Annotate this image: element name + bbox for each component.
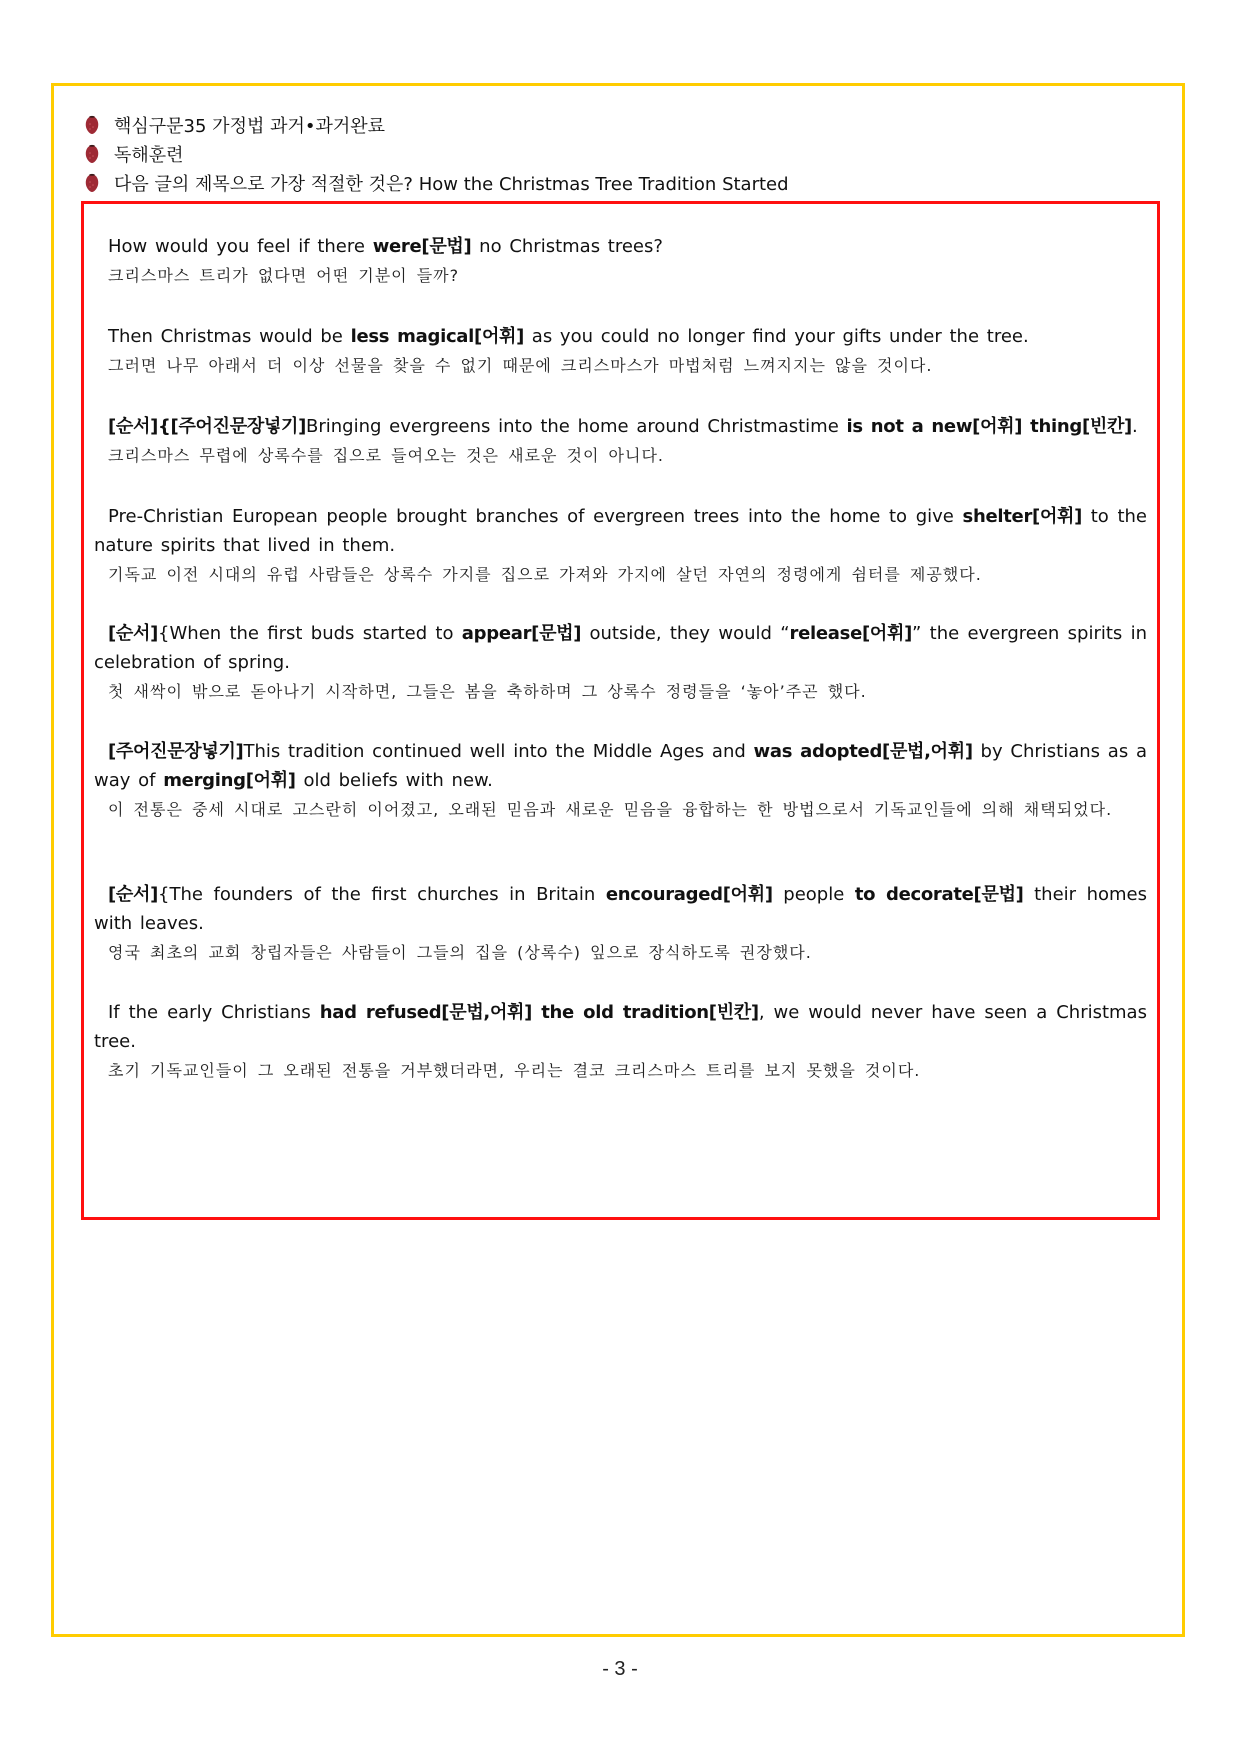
key-phrase: [순서] bbox=[108, 623, 159, 644]
header-text: 독해훈련 bbox=[114, 144, 184, 166]
sentence-text: their homes with leaves. bbox=[94, 884, 1148, 934]
key-phrase: was adopted[문법,어휘] bbox=[753, 741, 973, 762]
sentence-4 bbox=[94, 502, 1147, 590]
korean-translation: 그러면 나무 아래서 더 이상 선물을 찾을 수 없기 때문에 크리스마스가 마법처럼 느껴지지는 않을 것이다. bbox=[108, 356, 933, 375]
korean-translation: 크리스마스 트리가 없다면 어떤 기분이 들까? bbox=[108, 266, 460, 285]
sentence-5 bbox=[94, 619, 1147, 707]
sentence-text: ” the evergreen spirits in celebration of spring. bbox=[94, 623, 1147, 673]
header-item-core-syntax bbox=[84, 110, 789, 139]
sentence-text: If the early Christians bbox=[108, 1002, 320, 1023]
key-phrase: to decorate[문법] bbox=[854, 884, 1024, 905]
korean-translation: 첫 새싹이 밖으로 돋아나기 시작하면, 그들은 봄을 축하하며 그 상록수 정령들을 ‘놓아’주곤 했다. bbox=[108, 682, 867, 701]
sentence-text: {The founders of the first churches in Britain bbox=[158, 884, 606, 905]
korean-translation: 기독교 이전 시대의 유럽 사람들은 상록수 가지를 집으로 가져와 가지에 살던 자연의 정령에게 쉼터를 제공했다. bbox=[108, 565, 982, 584]
red-bullet-icon bbox=[84, 144, 100, 164]
key-phrase: appear[문법] bbox=[461, 623, 582, 644]
english-sentence bbox=[94, 619, 1147, 677]
english-sentence bbox=[94, 412, 1147, 441]
sentence-text: , we would never have seen a Christmas tree. bbox=[94, 1002, 1147, 1052]
header-text: 핵심구문35 가정법 과거•과거완료 bbox=[114, 115, 386, 137]
key-phrase: encouraged[어휘] bbox=[605, 884, 773, 905]
sentence-text: Pre-Christian European people brought branches of evergreen trees into the home to give bbox=[108, 506, 963, 527]
sentence-text: no Christmas trees? bbox=[471, 236, 663, 257]
red-bullet-icon bbox=[84, 115, 100, 135]
header-text: 다음 글의 제목으로 가장 적절한 것은? How the Christmas Tree Tradition Started bbox=[114, 173, 789, 195]
sentence-text: people bbox=[772, 884, 855, 905]
english-sentence bbox=[94, 232, 1147, 261]
korean-translation: 이 전통은 중세 시대로 고스란히 이어졌고, 오래된 믿음과 새로운 믿음을 융합하는 한 방법으로서 기독교인들에 의해 채택되었다. bbox=[108, 800, 1113, 819]
sentence-text: to the nature spirits that lived in them. bbox=[94, 506, 1147, 556]
header-item-reading-training bbox=[84, 139, 789, 168]
sentence-text: Then Christmas would be bbox=[108, 326, 351, 347]
sentence-text: How would you feel if there bbox=[108, 236, 373, 257]
passage-box bbox=[81, 201, 1160, 1220]
key-phrase: merging[어휘] bbox=[163, 770, 296, 791]
korean-translation: 영국 최초의 교회 창립자들은 사람들이 그들의 집을 (상록수) 잎으로 장식하도록 권장했다. bbox=[108, 943, 812, 962]
sentence-text: . bbox=[1131, 416, 1138, 437]
sentence-2 bbox=[94, 322, 1147, 381]
key-phrase: [순서] bbox=[108, 884, 159, 905]
sentence-text: old beliefs with new. bbox=[295, 770, 493, 791]
key-phrase: is not a new[어휘] thing[빈칸] bbox=[846, 416, 1132, 437]
key-phrase: release[어휘] bbox=[789, 623, 913, 644]
sentence-text: This tradition continued well into the Middle Ages and bbox=[243, 741, 754, 762]
korean-translation: 크리스마스 무렵에 상록수를 집으로 들여오는 것은 새로운 것이 아니다. bbox=[108, 446, 664, 465]
sentence-6 bbox=[94, 737, 1147, 825]
sentence-text: Bringing evergreens into the home around Christmastime bbox=[306, 416, 847, 437]
sentence-7 bbox=[94, 880, 1147, 968]
sentence-text: by Christians as a way of bbox=[94, 741, 1147, 791]
section-headers bbox=[84, 110, 789, 197]
sentence-text: {When the first buds started to bbox=[158, 623, 462, 644]
sentence-3 bbox=[94, 412, 1147, 471]
key-phrase: less magical[어휘] bbox=[350, 326, 525, 347]
sentence-8 bbox=[94, 998, 1147, 1086]
key-phrase: [주어진문장넣기] bbox=[108, 741, 244, 762]
sentence-1 bbox=[94, 232, 1147, 291]
header-item-question bbox=[84, 168, 789, 197]
page-number: - 3 - bbox=[602, 1658, 638, 1680]
english-sentence bbox=[94, 737, 1147, 795]
sentence-text: outside, they would “ bbox=[581, 623, 790, 644]
english-sentence bbox=[94, 880, 1147, 938]
korean-translation: 초기 기독교인들이 그 오래된 전통을 거부했더라면, 우리는 결코 크리스마스 트리를 보지 못했을 것이다. bbox=[108, 1061, 921, 1080]
key-phrase: [순서]{[주어진문장넣기] bbox=[108, 416, 307, 437]
red-bullet-icon bbox=[84, 173, 100, 193]
sentence-text: as you could no longer find your gifts under the tree. bbox=[524, 326, 1029, 347]
english-sentence bbox=[94, 322, 1147, 351]
english-sentence bbox=[94, 502, 1147, 560]
key-phrase: were[문법] bbox=[372, 236, 472, 257]
key-phrase: had refused[문법,어휘] the old tradition[빈칸] bbox=[319, 1002, 759, 1023]
english-sentence bbox=[94, 998, 1147, 1056]
key-phrase: shelter[어휘] bbox=[962, 506, 1083, 527]
